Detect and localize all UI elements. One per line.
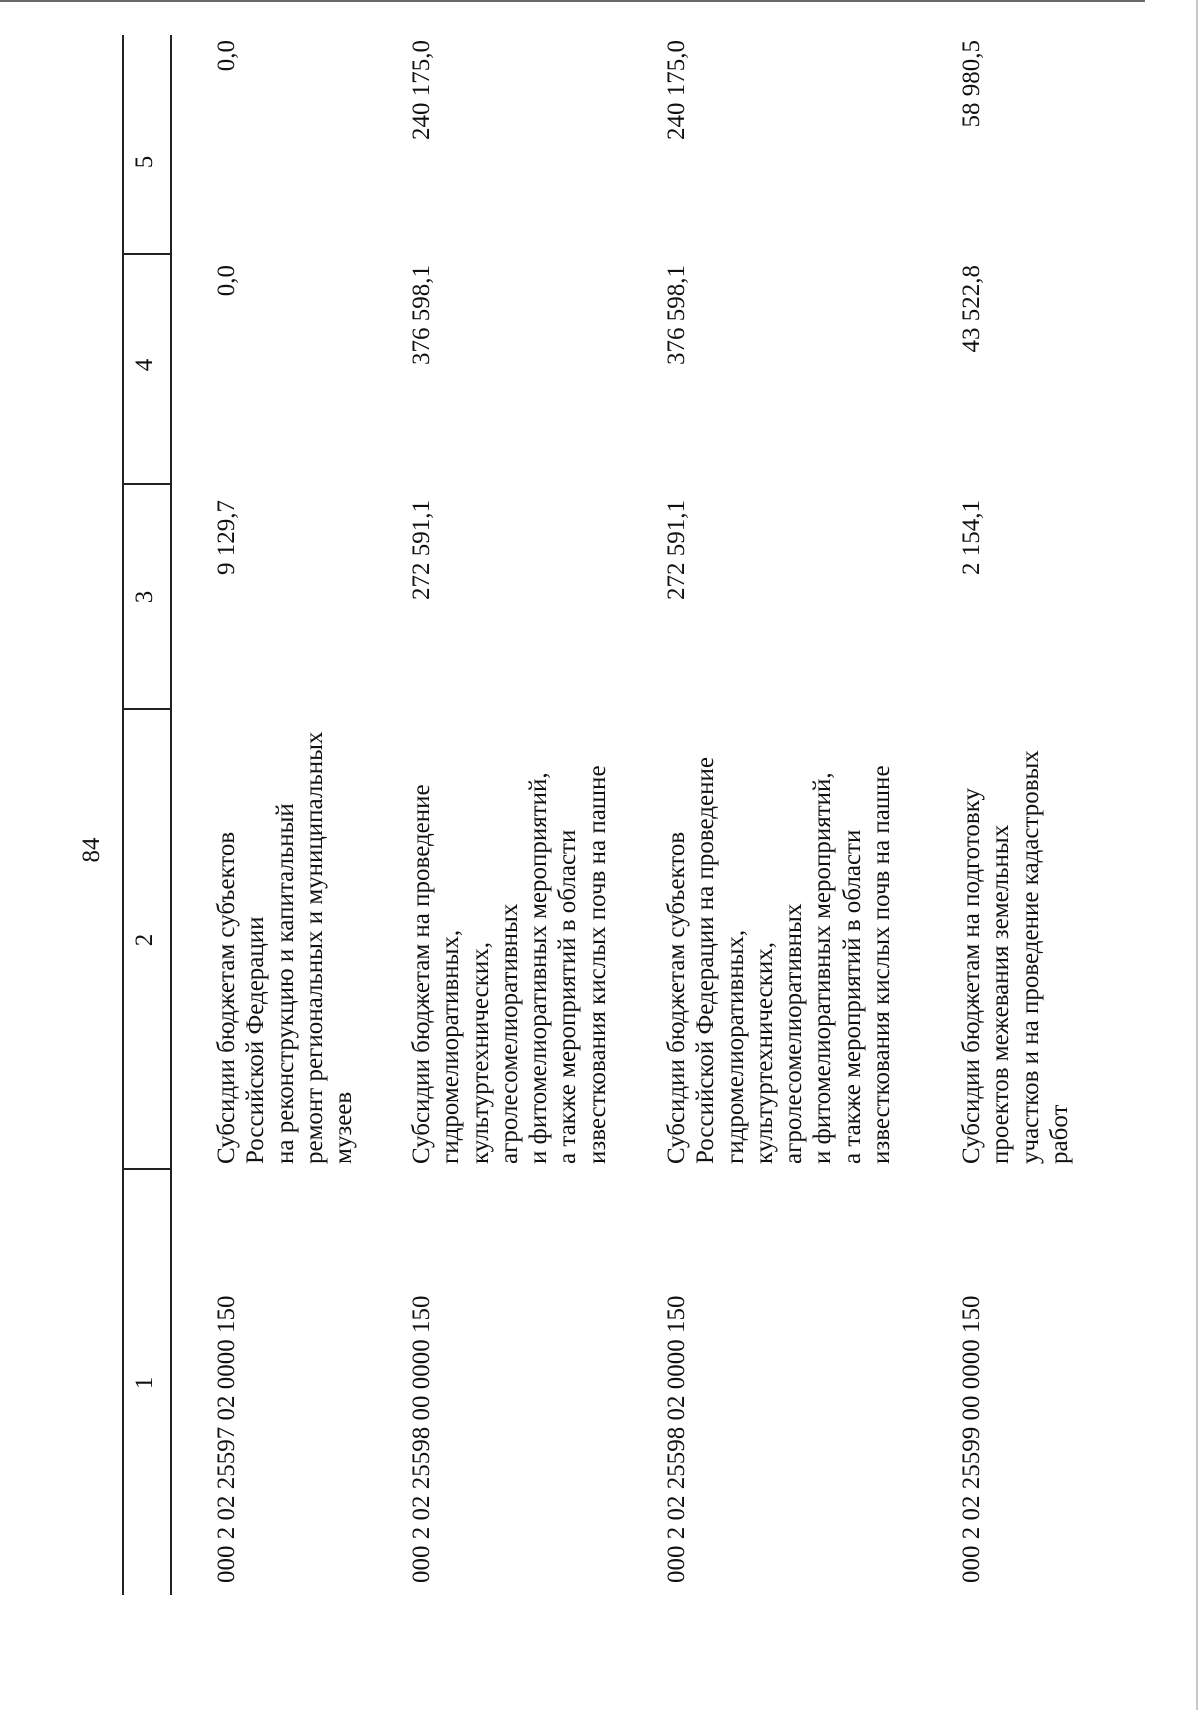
row-3-col4: 376 598,1 bbox=[663, 265, 690, 365]
column-header-3: 3 bbox=[131, 590, 158, 604]
row-4-description-line: проектов межевания земельных bbox=[987, 824, 1015, 1164]
row-3-description bbox=[662, 757, 896, 1164]
column-header-1: 1 bbox=[131, 1376, 158, 1390]
row-1-col4: 0,0 bbox=[213, 265, 240, 297]
row-4-description-line: работ bbox=[1045, 1104, 1073, 1164]
row-1-description-line: на реконструкцию и капитальный bbox=[271, 803, 299, 1164]
row-2-description-line: культуртехнических, bbox=[466, 942, 494, 1164]
row-2-code: 000 2 02 25598 00 0000 150 bbox=[408, 1295, 435, 1583]
header-divider-3 bbox=[122, 483, 170, 485]
row-3-col3: 272 591,1 bbox=[663, 500, 690, 600]
row-2-description-line: гидромелиоративных, bbox=[437, 929, 465, 1164]
row-4-col5: 58 980,5 bbox=[958, 40, 985, 128]
header-divider-2 bbox=[122, 708, 170, 710]
row-3-col5: 240 175,0 bbox=[663, 40, 690, 140]
row-3-description-line: гидромелиоративных, bbox=[721, 929, 749, 1164]
row-3-description-line: известкования кислых почв на пашне bbox=[868, 765, 896, 1164]
row-2-description bbox=[407, 765, 612, 1164]
row-1-description bbox=[212, 732, 358, 1164]
row-2-description-line: агролесомелиоративных bbox=[495, 903, 523, 1164]
row-2-col4: 376 598,1 bbox=[408, 265, 435, 365]
row-1-description-line: Субсидии бюджетам субъектов bbox=[213, 831, 240, 1164]
row-1-description-line: ремонт региональных и муниципальных bbox=[300, 731, 328, 1164]
row-4-description bbox=[957, 750, 1074, 1164]
row-2-description-line: а также мероприятий в области bbox=[554, 829, 582, 1164]
row-1-col3: 9 129,7 bbox=[213, 500, 240, 575]
row-3-description-line: агролесомелиоративных bbox=[780, 903, 808, 1164]
row-2-col5: 240 175,0 bbox=[408, 40, 435, 140]
row-2-col3: 272 591,1 bbox=[408, 500, 435, 600]
row-3-description-line: а также мероприятий в области bbox=[838, 829, 866, 1164]
header-divider-1 bbox=[122, 1168, 170, 1170]
header-bottom-border bbox=[170, 35, 172, 1595]
column-header-5: 5 bbox=[131, 155, 158, 169]
row-1-description-line: музеев bbox=[330, 1091, 358, 1164]
row-3-code: 000 2 02 25598 02 0000 150 bbox=[663, 1295, 690, 1583]
column-header-4: 4 bbox=[131, 358, 158, 372]
row-3-description-line: и фитомелиоративных мероприятий, bbox=[809, 772, 837, 1164]
column-header-2: 2 bbox=[131, 933, 158, 947]
row-3-description-line: Российской Федерации на проведение bbox=[692, 757, 720, 1164]
table-top-border bbox=[122, 35, 124, 1595]
row-2-description-line: известкования кислых почв на пашне bbox=[583, 765, 611, 1164]
page-number: 84 bbox=[78, 837, 105, 863]
row-4-col4: 43 522,8 bbox=[958, 265, 985, 353]
row-4-col3: 2 154,1 bbox=[958, 500, 985, 575]
row-4-code: 000 2 02 25599 00 0000 150 bbox=[958, 1295, 985, 1583]
row-1-code: 000 2 02 25597 02 0000 150 bbox=[213, 1295, 240, 1583]
row-4-description-line: Субсидии бюджетам на подготовку bbox=[958, 787, 985, 1164]
row-3-description-line: культуртехнических, bbox=[750, 942, 778, 1164]
row-4-description-line: участков и на проведение кадастровых bbox=[1016, 750, 1044, 1164]
row-3-description-line: Субсидии бюджетам субъектов bbox=[663, 831, 690, 1164]
row-1-col5: 0,0 bbox=[213, 40, 240, 72]
row-2-description-line: Субсидии бюджетам на проведение bbox=[408, 784, 435, 1164]
row-1-description-line: Российской Федерации bbox=[242, 916, 270, 1164]
row-2-description-line: и фитомелиоративных мероприятий, bbox=[525, 772, 553, 1164]
header-divider-4 bbox=[122, 253, 170, 255]
